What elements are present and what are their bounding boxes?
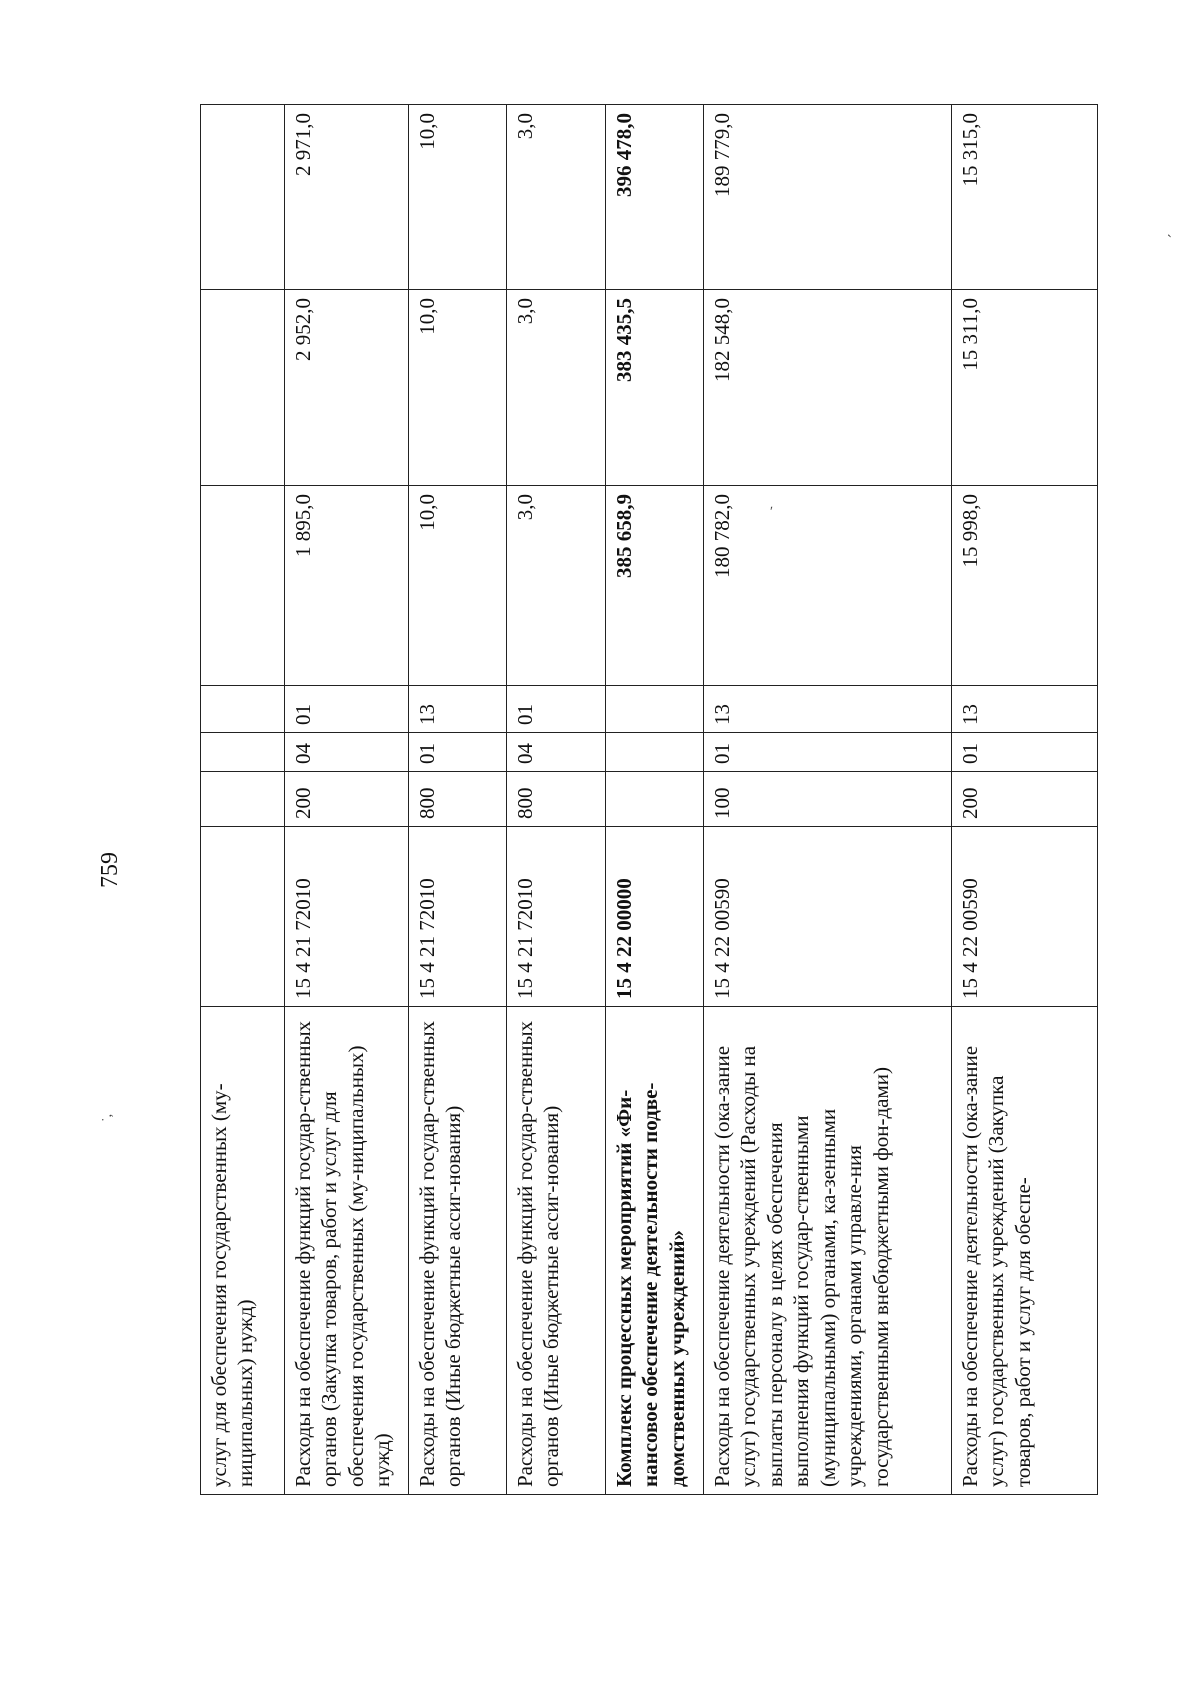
subsection-cell	[606, 686, 704, 733]
year3-amount-cell: 396 478,0	[606, 105, 704, 290]
subsection-cell: 01	[507, 686, 606, 733]
year2-amount-cell: 10,0	[409, 290, 507, 486]
scan-speck: ʹ	[770, 505, 774, 520]
target-code-cell: 15 4 21 72010	[409, 827, 507, 1007]
subsection-cell: 13	[409, 686, 507, 733]
subsection-cell: 13	[952, 686, 1098, 733]
section-cell: 04	[507, 733, 606, 772]
section-cell	[201, 733, 285, 772]
year1-amount-cell: 3,0	[507, 486, 606, 686]
row-name-cell: Расходы на обеспечение функций государ-ственных органов (Закупка товаров, работ и услуг для обеспечения государственных (му-ниципальных) нужд)	[285, 1007, 409, 1495]
subsection-cell: 13	[704, 686, 952, 733]
page-number: 759	[97, 852, 123, 888]
target-code-cell: 15 4 22 00590	[952, 827, 1098, 1007]
target-code-cell	[201, 827, 285, 1007]
table-row	[952, 105, 1098, 1495]
subsection-cell	[201, 686, 285, 733]
section-cell	[606, 733, 704, 772]
year3-amount-cell	[201, 105, 285, 290]
table-row	[606, 105, 704, 1495]
row-name-cell: Расходы на обеспечение деятельности (ока-зание услуг) государственных учреждений (Расходы на выплаты персоналу в целях обеспечения выполнения функций государ-ственными (муниципальными) органами, ка-зенными учреждениями, органами управле-ния государственными внебюджетными фон-дами)	[704, 1007, 952, 1495]
table-row	[285, 105, 409, 1495]
year1-amount-cell: 180 782,0	[704, 486, 952, 686]
expense-type-cell	[201, 772, 285, 827]
scan-speck: ʹ	[1165, 232, 1181, 243]
target-code-cell: 15 4 22 00000	[606, 827, 704, 1007]
expense-type-cell: 800	[507, 772, 606, 827]
table-row	[409, 105, 507, 1495]
subsection-cell: 01	[285, 686, 409, 733]
target-code-cell: 15 4 21 72010	[507, 827, 606, 1007]
section-cell: 04	[285, 733, 409, 772]
expense-type-cell: 200	[285, 772, 409, 827]
expense-type-cell	[606, 772, 704, 827]
year2-amount-cell: 15 311,0	[952, 290, 1098, 486]
section-cell: 01	[952, 733, 1098, 772]
year3-amount-cell: 3,0	[507, 105, 606, 290]
section-cell: 01	[704, 733, 952, 772]
table-row	[704, 105, 952, 1495]
year1-amount-cell: 15 998,0	[952, 486, 1098, 686]
row-name-cell: Комплекс процессных мероприятий «Фи-нансовое обеспечение деятельности подве-домственных учреждений»	[606, 1007, 704, 1495]
year2-amount-cell: 383 435,5	[606, 290, 704, 486]
scan-speck: ˙,	[100, 1113, 116, 1123]
year2-amount-cell: 3,0	[507, 290, 606, 486]
target-code-cell: 15 4 21 72010	[285, 827, 409, 1007]
budget-table	[200, 104, 1098, 1495]
target-code-cell: 15 4 22 00590	[704, 827, 952, 1007]
year2-amount-cell: 2 952,0	[285, 290, 409, 486]
year2-amount-cell: 182 548,0	[704, 290, 952, 486]
table-row	[201, 105, 285, 1495]
budget-table-rotated	[200, 105, 1097, 1495]
section-cell: 01	[409, 733, 507, 772]
row-name-cell: Расходы на обеспечение функций государ-ственных органов (Иные бюджетные ассиг-нования)	[507, 1007, 606, 1495]
table-row	[507, 105, 606, 1495]
expense-type-cell: 200	[952, 772, 1098, 827]
row-name-cell: Расходы на обеспечение функций государ-ственных органов (Иные бюджетные ассиг-нования)	[409, 1007, 507, 1495]
year1-amount-cell	[201, 486, 285, 686]
year3-amount-cell: 15 315,0	[952, 105, 1098, 290]
row-name-cell: Расходы на обеспечение деятельности (ока-зание услуг) государственных учреждений (Закупка товаров, работ и услуг для обеспе-	[952, 1007, 1098, 1495]
expense-type-cell: 800	[409, 772, 507, 827]
year1-amount-cell: 10,0	[409, 486, 507, 686]
year1-amount-cell: 385 658,9	[606, 486, 704, 686]
year2-amount-cell	[201, 290, 285, 486]
expense-type-cell: 100	[704, 772, 952, 827]
year3-amount-cell: 10,0	[409, 105, 507, 290]
year3-amount-cell: 189 779,0	[704, 105, 952, 290]
row-name-cell: услуг для обеспечения государственных (му-ниципальных) нужд)	[201, 1007, 285, 1495]
year3-amount-cell: 2 971,0	[285, 105, 409, 290]
year1-amount-cell: 1 895,0	[285, 486, 409, 686]
